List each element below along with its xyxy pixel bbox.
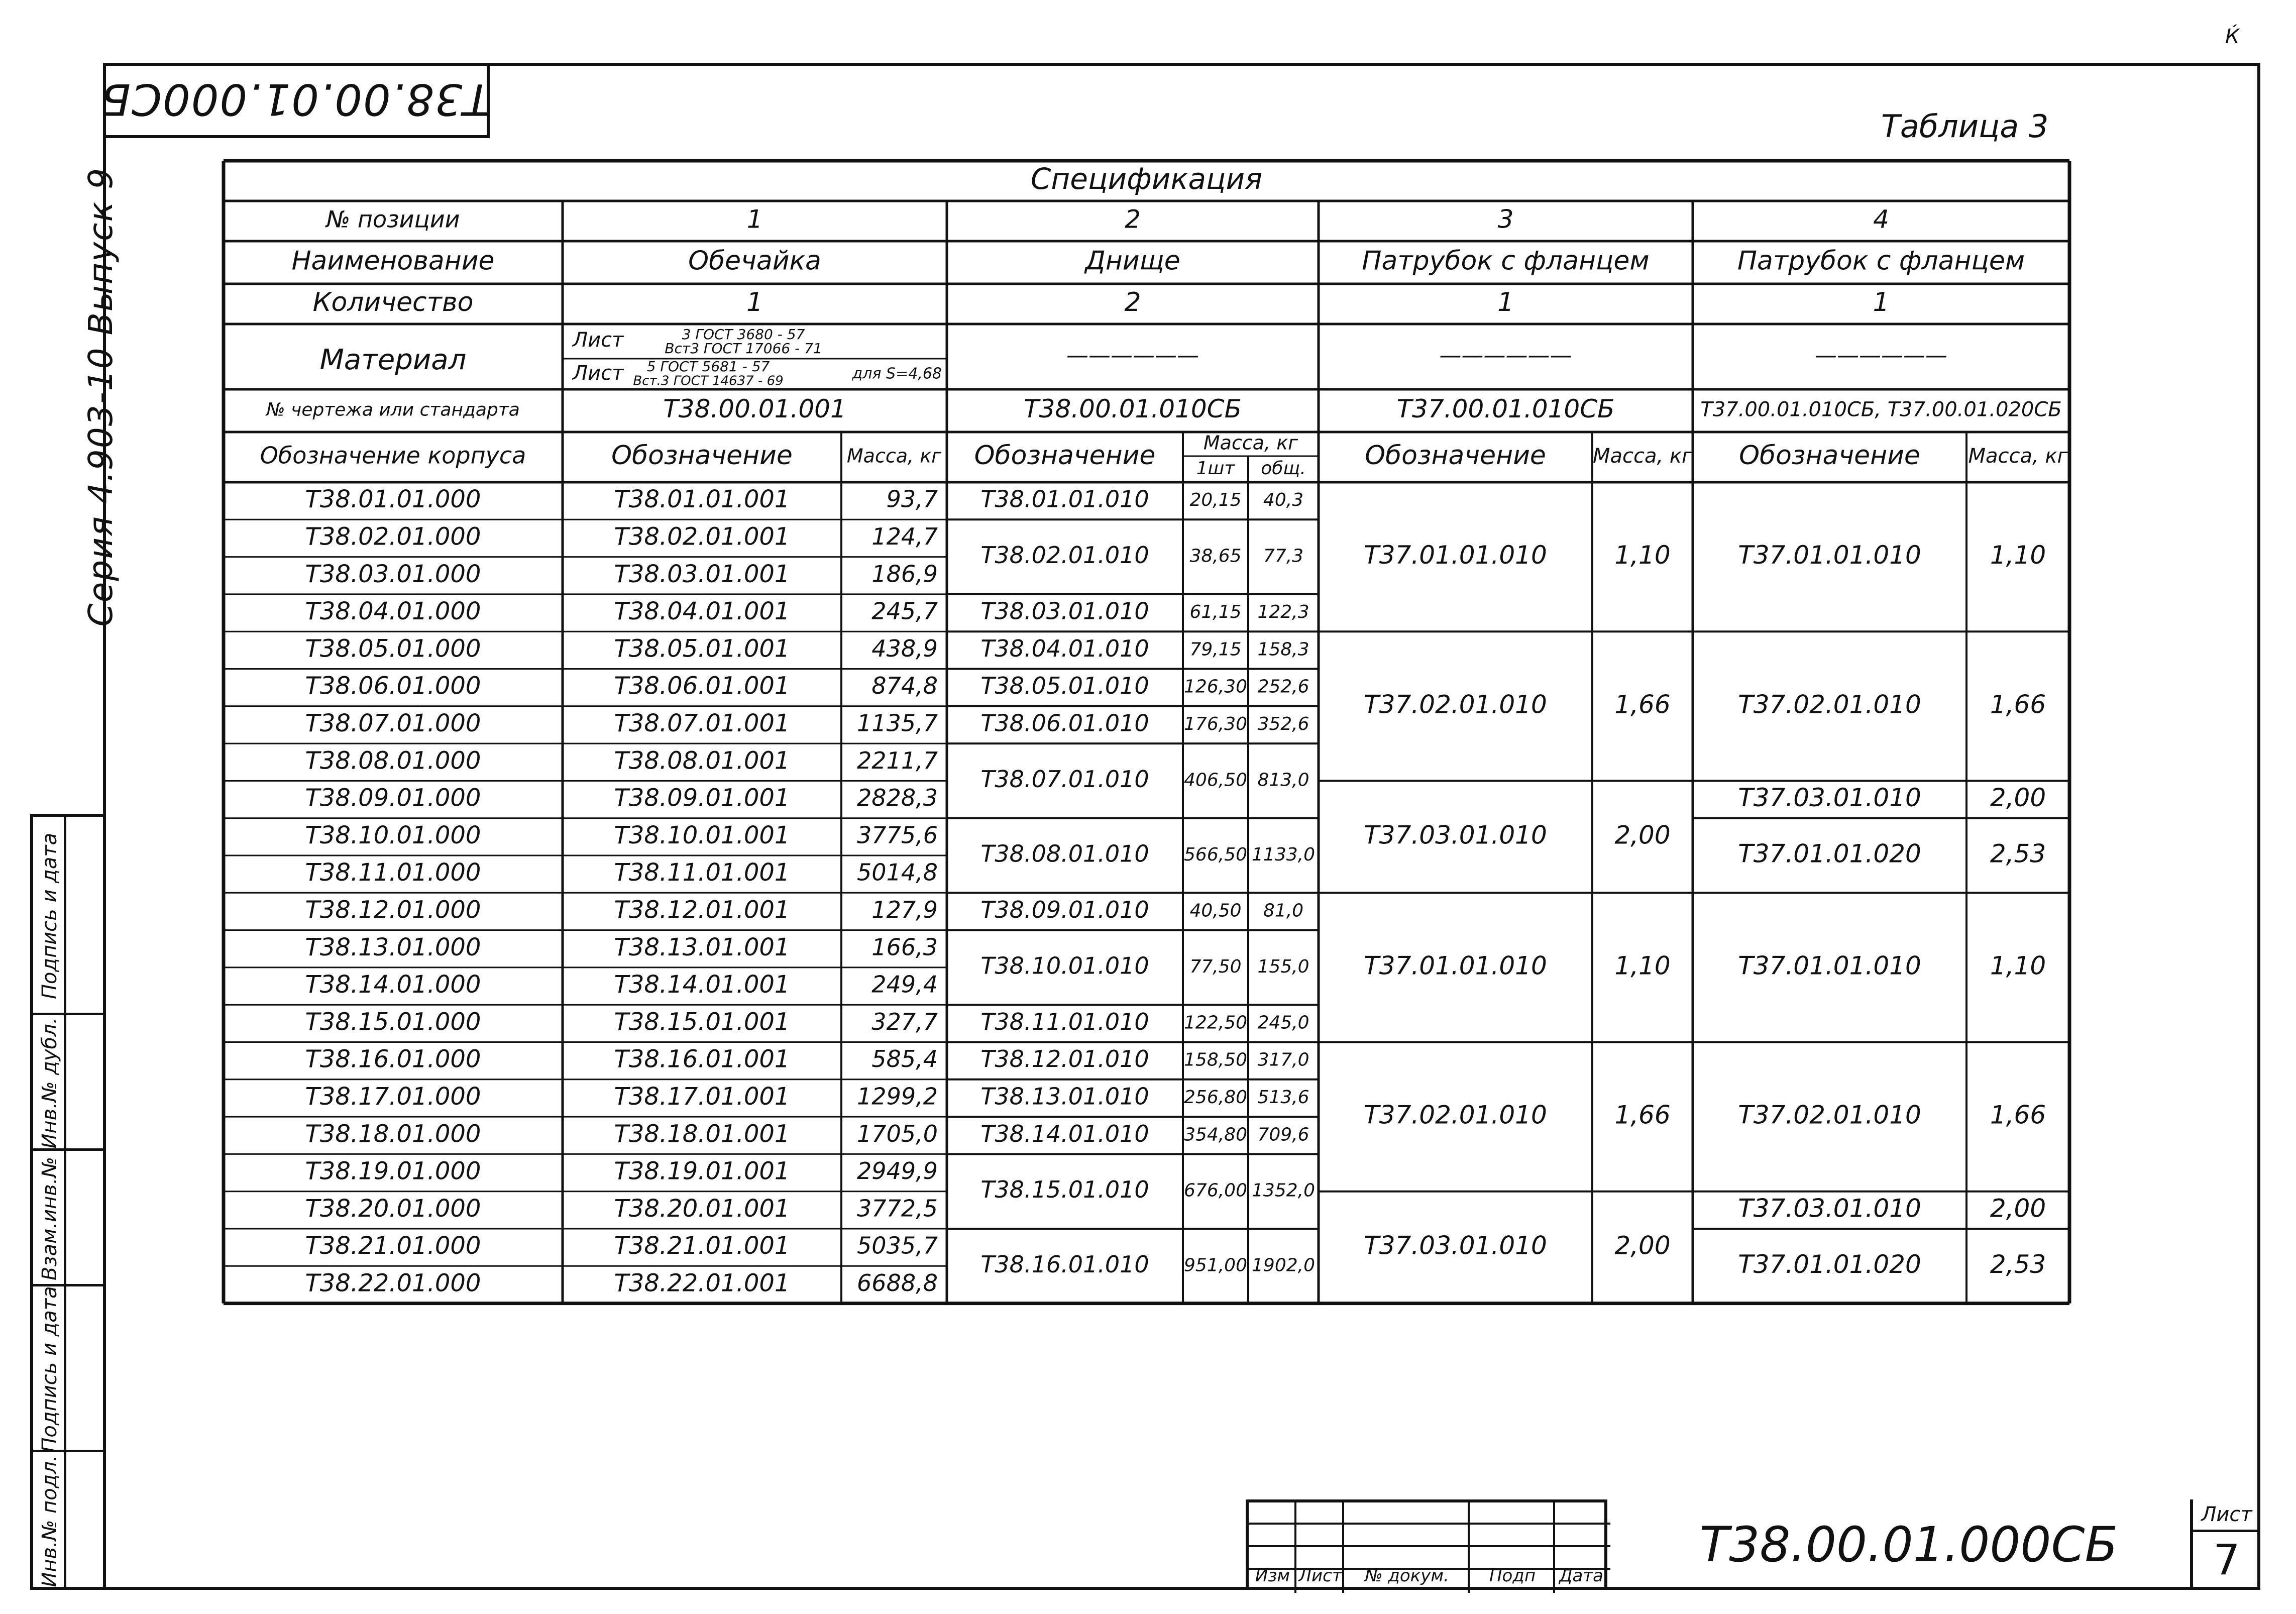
nozzle-designation: Т37.02.01.010	[1364, 1100, 1547, 1130]
body-designation: Т38.05.01.000	[305, 634, 481, 663]
head-mass-total: 81,0	[1263, 900, 1304, 921]
tb-label-doc-number: № докум.	[1365, 1566, 1449, 1586]
subheader-mass-total: общ.	[1261, 458, 1306, 479]
head-mass-total: 1902,0	[1252, 1255, 1315, 1276]
shell-mass: 327,7	[871, 1008, 938, 1035]
part-quantity: 1	[1873, 287, 1890, 317]
shell-mass: 1299,2	[857, 1083, 938, 1110]
head-mass-total: 252,6	[1257, 676, 1309, 697]
position-number: 1	[746, 204, 763, 234]
nozzle-mass: 1,66	[1614, 1100, 1671, 1130]
head-mass-unit: 354,80	[1184, 1124, 1247, 1145]
part-name: Патрубок с фланцем	[1737, 246, 2025, 276]
spec-title: Спецификация	[1030, 162, 1263, 196]
title-block-grid	[1246, 1499, 1607, 1590]
shell-designation: Т38.14.01.001	[614, 971, 790, 999]
body-designation: Т38.01.01.000	[305, 485, 481, 514]
position-number: 4	[1873, 204, 1889, 234]
nozzle-mass: 2,00	[1614, 820, 1671, 850]
nozzle-designation: Т37.03.01.010	[1364, 1231, 1547, 1260]
head-mass-total: 155,0	[1257, 956, 1309, 977]
tb-label-change: Изм	[1255, 1566, 1290, 1586]
head-designation: Т38.01.01.010	[980, 485, 1149, 513]
head-mass-unit: 566,50	[1184, 844, 1247, 865]
material-spec-2b: Вст.3 ГОСТ 14637 - 69	[633, 373, 784, 389]
head-designation: Т38.04.01.010	[980, 634, 1149, 662]
sidebar-label: Инв.№ подл.	[38, 1455, 61, 1587]
head-mass-total: 1352,0	[1252, 1180, 1315, 1201]
head-mass-unit: 256,80	[1184, 1087, 1247, 1108]
sidebar-label: Взам.инв.№	[38, 1156, 61, 1281]
document-code: Т38.00.01.000СБ	[1699, 1517, 2118, 1573]
shell-designation: Т38.15.01.001	[614, 1008, 790, 1036]
tb-label-sheet: Лист	[1298, 1566, 1342, 1586]
head-designation: Т38.15.01.010	[980, 1176, 1149, 1204]
head-mass-unit: 40,50	[1189, 900, 1242, 921]
nozzle-designation: Т37.01.01.010	[1738, 951, 1921, 981]
head-mass-total: 245,0	[1257, 1012, 1309, 1033]
head-mass-total: 122,3	[1257, 602, 1309, 623]
head-mass-total: 813,0	[1257, 770, 1309, 791]
sidebar-label: Инв.№ дубл.	[38, 1017, 61, 1149]
shell-mass: 127,9	[871, 896, 938, 923]
head-mass-total: 158,3	[1257, 639, 1309, 660]
nozzle-mass: 2,00	[1990, 783, 2046, 813]
nozzle-designation: Т37.02.01.010	[1364, 690, 1547, 719]
nozzle-mass: 1,66	[1614, 690, 1671, 719]
material-spec-2a: 5 ГОСТ 5681 - 57	[646, 358, 770, 375]
drawing-number: Т37.00.01.010СБ, Т37.00.01.020СБ	[1700, 398, 2062, 421]
material-dash: ——————	[1066, 343, 1199, 368]
head-mass-total: 40,3	[1263, 490, 1304, 511]
nozzle-designation: Т37.01.01.020	[1738, 1249, 1921, 1279]
head-mass-unit: 676,00	[1184, 1180, 1247, 1201]
material-spec-1a: 3 ГОСТ 3680 - 57	[682, 326, 805, 343]
shell-designation: Т38.09.01.001	[614, 784, 790, 812]
shell-mass: 2211,7	[857, 746, 938, 774]
subheader-designation: Обозначение	[611, 441, 793, 471]
part-name: Днище	[1085, 246, 1180, 276]
head-mass-unit: 951,00	[1184, 1255, 1247, 1276]
body-designation: Т38.10.01.000	[305, 821, 481, 849]
position-number: 3	[1497, 204, 1514, 234]
shell-mass: 3775,6	[857, 821, 938, 849]
nozzle-mass: 1,10	[1990, 951, 2046, 981]
head-designation: Т38.11.01.010	[980, 1008, 1149, 1035]
shell-mass: 93,7	[886, 485, 938, 513]
body-designation: Т38.13.01.000	[305, 933, 481, 961]
nozzle-mass: 2,00	[1990, 1194, 2046, 1223]
nozzle-mass: 1,10	[1614, 951, 1671, 981]
head-designation: Т38.14.01.010	[980, 1120, 1149, 1147]
shell-designation: Т38.17.01.001	[614, 1082, 790, 1111]
nozzle-mass: 1,66	[1990, 1100, 2046, 1130]
body-designation: Т38.12.01.000	[305, 896, 481, 924]
subheader-designation: Обозначение	[974, 441, 1156, 471]
material-note: для S=4,68	[852, 365, 942, 383]
body-designation: Т38.20.01.000	[305, 1194, 481, 1223]
head-mass-unit: 38,65	[1189, 546, 1242, 567]
shell-mass: 3772,5	[857, 1195, 938, 1222]
body-designation: Т38.09.01.000	[305, 784, 481, 812]
top-stamp-code: Т38.00.01.000СБ	[99, 74, 490, 124]
body-designation: Т38.19.01.000	[305, 1157, 481, 1186]
nozzle-designation: Т37.01.01.010	[1364, 541, 1547, 570]
head-mass-unit: 126,30	[1184, 676, 1247, 697]
shell-mass: 166,3	[871, 933, 938, 961]
head-designation: Т38.09.01.010	[980, 896, 1149, 923]
head-designation: Т38.06.01.010	[980, 709, 1149, 737]
title-block	[1246, 1499, 2260, 1590]
sidebar-label: Подпись и дата	[38, 1286, 61, 1453]
nozzle-mass: 1,10	[1614, 541, 1671, 570]
head-designation: Т38.03.01.010	[980, 597, 1149, 625]
nozzle-designation: Т37.01.01.020	[1738, 839, 1921, 869]
body-designation: Т38.03.01.000	[305, 560, 481, 588]
label-quantity: Количество	[312, 287, 474, 317]
material-dash: ——————	[1439, 343, 1572, 368]
shell-mass: 585,4	[871, 1045, 938, 1073]
subheader-mass-unit: 1шт	[1196, 458, 1235, 479]
shell-designation: Т38.22.01.001	[614, 1269, 790, 1298]
head-designation: Т38.12.01.010	[980, 1045, 1149, 1073]
head-mass-unit: 20,15	[1189, 490, 1242, 511]
part-name: Патрубок с фланцем	[1362, 246, 1650, 276]
head-mass-total: 1133,0	[1252, 844, 1315, 865]
head-mass-unit: 158,50	[1184, 1049, 1247, 1070]
head-mass-unit: 406,50	[1184, 770, 1247, 791]
shell-designation: Т38.11.01.001	[614, 858, 790, 887]
shell-designation: Т38.06.01.001	[614, 672, 790, 700]
subheader-designation: Обозначение	[1739, 441, 1920, 471]
shell-mass: 124,7	[871, 522, 938, 550]
material-sheet-1: Лист	[573, 329, 624, 352]
body-designation: Т38.18.01.000	[305, 1120, 481, 1148]
position-number: 2	[1125, 204, 1141, 234]
nozzle-mass: 1,66	[1990, 690, 2046, 719]
head-mass-total: 352,6	[1257, 713, 1309, 734]
head-mass-total: 513,6	[1257, 1087, 1309, 1108]
body-designation: Т38.02.01.000	[305, 522, 481, 551]
part-quantity: 1	[746, 287, 763, 317]
head-designation: Т38.13.01.010	[980, 1083, 1149, 1110]
nozzle-designation: Т37.02.01.010	[1738, 690, 1921, 719]
shell-mass: 1705,0	[857, 1120, 938, 1147]
body-designation: Т38.21.01.000	[305, 1232, 481, 1260]
head-mass-total: 709,6	[1257, 1124, 1309, 1145]
subheader-designation: Обозначение	[1365, 441, 1546, 471]
subheader-mass-group: Масса, кг	[1203, 432, 1298, 454]
body-designation: Т38.04.01.000	[305, 597, 481, 626]
part-name: Обечайка	[688, 246, 821, 276]
shell-designation: Т38.08.01.001	[614, 746, 790, 775]
body-designation: Т38.15.01.000	[305, 1008, 481, 1036]
label-name: Наименование	[291, 246, 495, 276]
nozzle-mass: 2,53	[1990, 1249, 2046, 1279]
shell-designation: Т38.04.01.001	[614, 597, 790, 626]
body-designation: Т38.07.01.000	[305, 709, 481, 737]
label-material: Материал	[319, 344, 467, 377]
shell-designation: Т38.19.01.001	[614, 1157, 790, 1186]
series-caption: Серия 4.903-10 Выпуск 9	[81, 167, 120, 627]
head-designation: Т38.05.01.010	[980, 672, 1149, 700]
head-mass-unit: 61,15	[1189, 602, 1242, 623]
head-mass-total: 317,0	[1257, 1049, 1309, 1070]
head-mass-unit: 122,50	[1184, 1012, 1247, 1033]
nozzle-designation: Т37.03.01.010	[1364, 820, 1547, 850]
nozzle-mass: 2,00	[1614, 1231, 1671, 1260]
drawing-number: Т37.00.01.010СБ	[1396, 394, 1615, 423]
shell-designation: Т38.05.01.001	[614, 634, 790, 663]
head-mass-unit: 77,50	[1189, 956, 1242, 977]
sheet-number: 7	[2213, 1535, 2240, 1584]
nozzle-designation: Т37.03.01.010	[1738, 1194, 1921, 1223]
drawing-number: Т38.00.01.001	[663, 394, 846, 423]
tb-label-signature: Подп	[1489, 1566, 1536, 1586]
shell-designation: Т38.01.01.001	[614, 485, 790, 514]
sidebar-label: Подпись и дата	[38, 832, 61, 1000]
head-mass-total: 77,3	[1263, 546, 1304, 567]
body-designation: Т38.08.01.000	[305, 746, 481, 775]
shell-mass: 2949,9	[857, 1157, 938, 1185]
material-spec-1b: Вст3 ГОСТ 17066 - 71	[665, 340, 822, 357]
subheader-mass: Масса, кг	[1968, 445, 2068, 468]
shell-mass: 6688,8	[857, 1269, 938, 1297]
shell-mass: 1135,7	[857, 709, 938, 737]
head-designation: Т38.07.01.010	[980, 765, 1149, 793]
label-drawing: № чертежа или стандарта	[266, 399, 520, 420]
corner-mark: Ќ	[2225, 25, 2240, 48]
part-quantity: 1	[1497, 287, 1514, 317]
head-designation: Т38.02.01.010	[980, 542, 1149, 569]
body-designation: Т38.17.01.000	[305, 1082, 481, 1111]
nozzle-mass: 2,53	[1990, 839, 2046, 869]
shell-designation: Т38.21.01.001	[614, 1232, 790, 1260]
nozzle-designation: Т37.03.01.010	[1738, 783, 1921, 813]
shell-designation: Т38.16.01.001	[614, 1045, 790, 1073]
head-designation: Т38.08.01.010	[980, 840, 1149, 868]
shell-designation: Т38.20.01.001	[614, 1194, 790, 1223]
shell-mass: 249,4	[871, 971, 938, 998]
material-dash: ——————	[1815, 343, 1947, 368]
head-mass-unit: 176,30	[1184, 713, 1247, 734]
shell-designation: Т38.12.01.001	[614, 896, 790, 924]
table-title: Таблица 3	[1881, 108, 2049, 145]
nozzle-designation: Т37.01.01.010	[1738, 541, 1921, 570]
shell-mass: 5035,7	[857, 1232, 938, 1259]
body-designation: Т38.22.01.000	[305, 1269, 481, 1298]
shell-mass: 438,9	[871, 634, 938, 662]
part-quantity: 2	[1124, 287, 1141, 317]
shell-mass: 2828,3	[857, 784, 938, 812]
shell-designation: Т38.13.01.001	[614, 933, 790, 961]
shell-designation: Т38.07.01.001	[614, 709, 790, 737]
shell-mass: 186,9	[871, 560, 938, 588]
shell-designation: Т38.18.01.001	[614, 1120, 790, 1148]
shell-mass: 5014,8	[857, 858, 938, 886]
sheet-box	[2190, 1499, 2260, 1590]
nozzle-designation: Т37.02.01.010	[1738, 1100, 1921, 1130]
label-position: № позиции	[326, 205, 460, 233]
body-designation: Т38.16.01.000	[305, 1045, 481, 1073]
tb-label-date: Дата	[1559, 1566, 1604, 1586]
head-designation: Т38.10.01.010	[980, 952, 1149, 980]
head-mass-unit: 79,15	[1189, 639, 1242, 660]
shell-designation: Т38.03.01.001	[614, 560, 790, 588]
nozzle-designation: Т37.01.01.010	[1364, 951, 1547, 981]
nozzle-mass: 1,10	[1990, 541, 2046, 570]
head-designation: Т38.16.01.010	[980, 1250, 1149, 1278]
drawing-number: Т38.00.01.010СБ	[1024, 394, 1242, 423]
shell-mass: 874,8	[871, 672, 938, 700]
body-designation: Т38.06.01.000	[305, 672, 481, 700]
body-designation: Т38.11.01.000	[305, 858, 481, 887]
subheader-mass: Масса, кг	[846, 445, 942, 467]
label-body-designation: Обозначение корпуса	[260, 442, 526, 469]
shell-designation: Т38.02.01.001	[614, 522, 790, 551]
shell-designation: Т38.10.01.001	[614, 821, 790, 849]
material-sheet-2: Лист	[573, 362, 624, 385]
sheet-label: Лист	[2193, 1499, 2260, 1532]
shell-mass: 245,7	[871, 597, 938, 625]
body-designation: Т38.14.01.000	[305, 971, 481, 999]
subheader-mass: Масса, кг	[1592, 445, 1693, 468]
